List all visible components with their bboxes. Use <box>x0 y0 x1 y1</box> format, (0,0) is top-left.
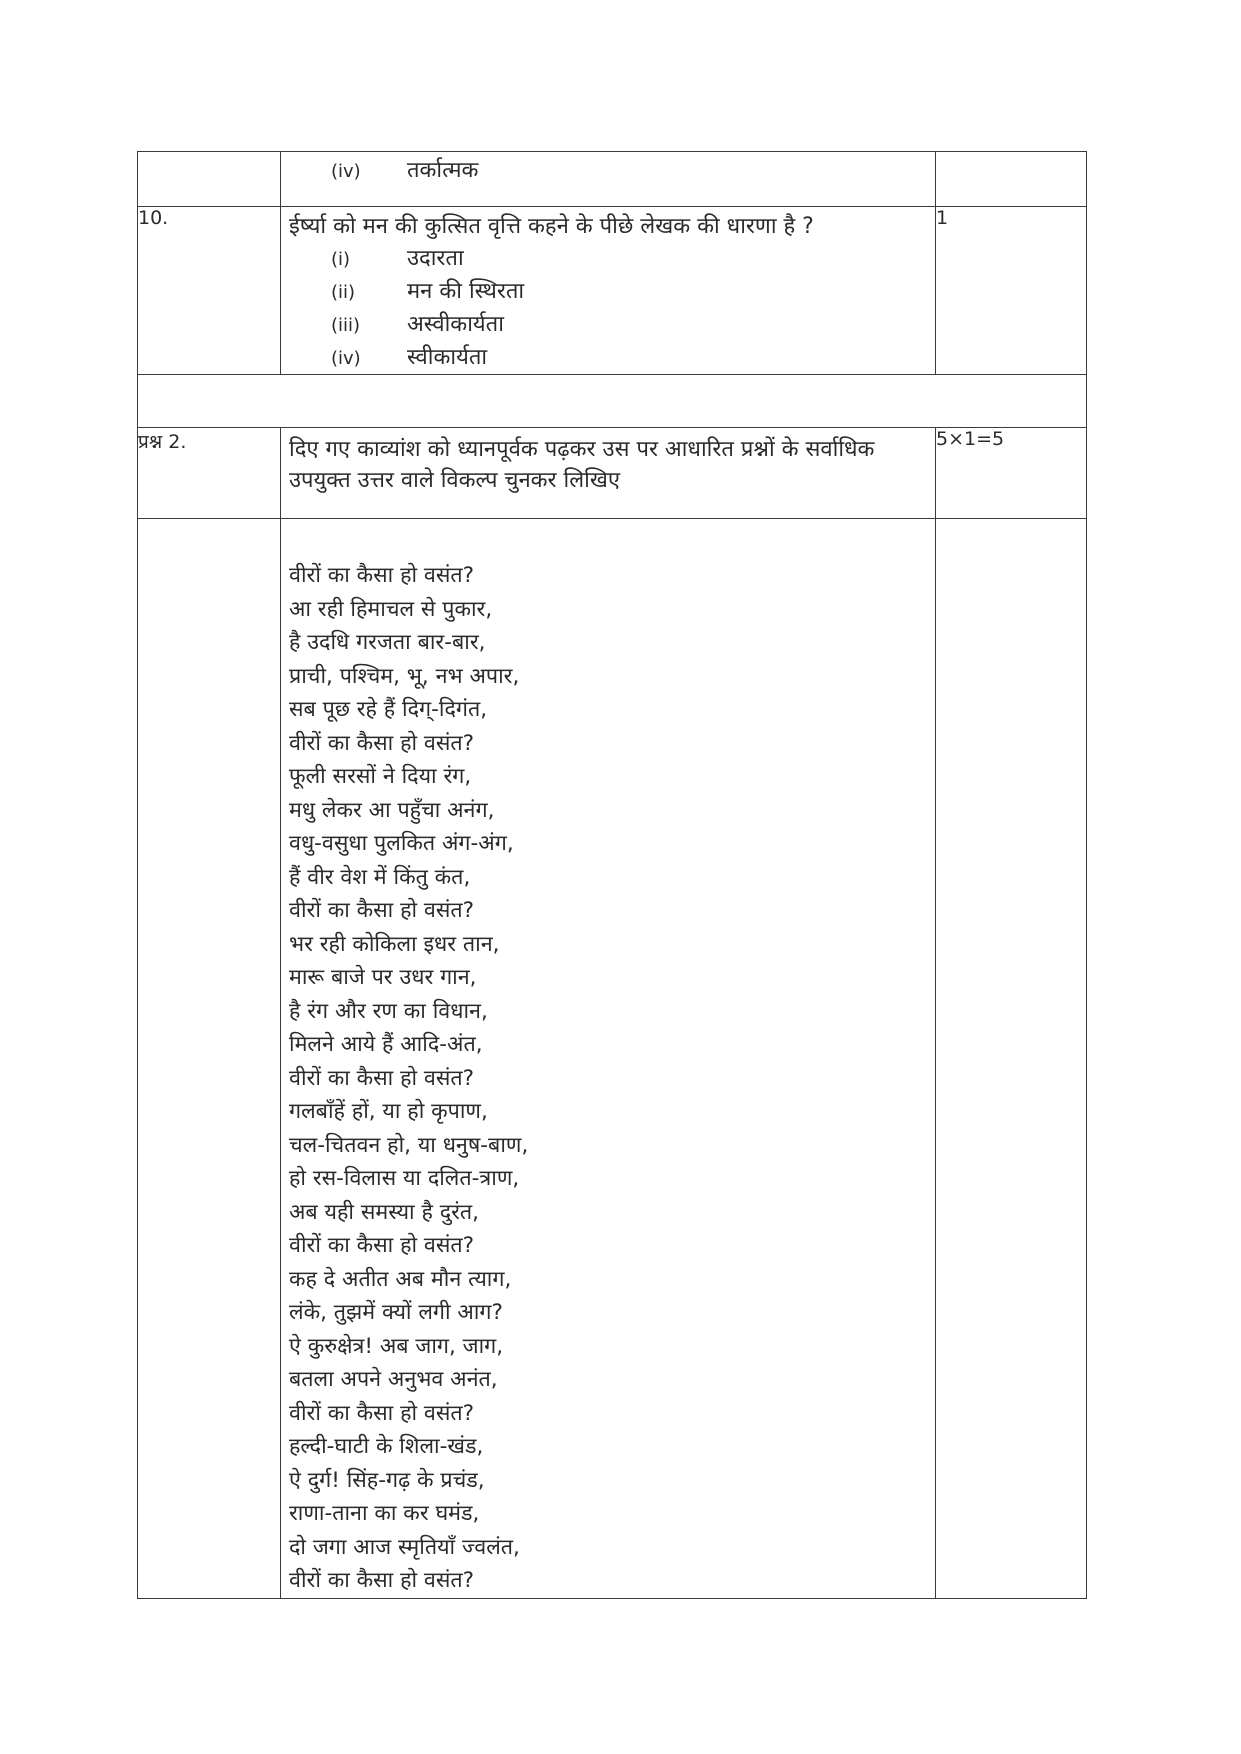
poem-line: प्राची, पश्चिम, भू, नभ अपार, <box>289 663 520 689</box>
option-text: तर्कात्मक <box>407 158 479 183</box>
option-item <box>281 152 935 187</box>
poem-line: मिलने आये हैं आदि-अंत, <box>289 1032 483 1057</box>
poem-line: सब पूछ रहे हैं दिग्-दिगंत, <box>289 697 488 722</box>
poem-line: वधु-वसुधा पुलकित अंग-अंग, <box>289 831 514 856</box>
poem-line: वीरों का कैसा हो वसंत? <box>289 1568 475 1593</box>
poem-line: दो जगा आज स्मृतियाँ ज्वलंत, <box>289 1534 520 1560</box>
poem-line: है रंग और रण का विधान, <box>289 998 488 1024</box>
poem-line: चल-चितवन हो, या धनुष-बाण, <box>289 1132 529 1158</box>
poem-line: वीरों का कैसा हो वसंत? <box>289 1233 475 1258</box>
option-roman: (iv) <box>331 348 361 369</box>
poem <box>281 519 935 1598</box>
poem-line: आ रही हिमाचल से पुकार, <box>289 596 493 622</box>
poem-line: हैं वीर वेश में किंतु कंत, <box>289 864 471 890</box>
question-instruction: दिए गए काव्यांश को ध्यानपूर्वक पढ़कर उस पर आधारित प्रश्नों के सर्वाधिक उपयुक्त उत्तर वाले विकल्प चुनकर लिखिए <box>289 437 875 493</box>
option-roman: (i) <box>331 249 351 270</box>
poem-line: हल्दी-घाटी के शिला-खंड, <box>289 1434 484 1459</box>
option-roman: (iii) <box>331 315 361 336</box>
option-item <box>281 242 935 275</box>
poem-line: राणा-ताना का कर घमंड, <box>289 1501 480 1526</box>
option-item <box>281 275 935 308</box>
option-item <box>281 308 935 341</box>
question-cell <box>281 207 936 375</box>
question-cell <box>281 152 936 207</box>
poem-line: मधु लेकर आ पहुँचा अनंग, <box>289 797 495 823</box>
option-roman: (iv) <box>331 161 361 182</box>
spacer-row <box>138 375 1087 428</box>
poem-line: लंके, तुझमें क्यों लगी आग? <box>289 1300 503 1325</box>
question-table <box>137 151 1087 1599</box>
number-cell <box>138 519 281 1599</box>
options-list <box>281 242 935 374</box>
question-marks: 5×1=5 <box>936 428 1087 519</box>
poem-line: ऐ कुरुक्षेत्र! अब जाग, जाग, <box>289 1333 504 1359</box>
option-text: मन की स्थिरता <box>407 279 525 304</box>
marks-cell <box>936 519 1087 1599</box>
poem-line: भर रही कोकिला इधर तान, <box>289 931 500 957</box>
poem-line: हो रस-विलास या दलित-त्राण, <box>289 1166 520 1191</box>
poem-line: वीरों का कैसा हो वसंत? <box>289 1065 475 1091</box>
poem-line: मारू बाजे पर उधर गान, <box>289 965 477 990</box>
option-roman: (ii) <box>331 282 356 303</box>
option-text: अस्वीकार्यता <box>407 312 504 337</box>
option-text: उदारता <box>407 246 464 271</box>
poem-line: ऐ दुर्ग! सिंह-गढ़ के प्रचंड, <box>289 1467 485 1493</box>
number-cell <box>138 152 281 207</box>
option-text: स्वीकार्यता <box>407 345 488 370</box>
poem-cell <box>281 519 936 1599</box>
table-row <box>138 207 1087 375</box>
poem-line: वीरों का कैसा हो वसंत? <box>289 730 475 756</box>
poem-line: बतला अपने अनुभव अनंत, <box>289 1367 498 1392</box>
table-row <box>138 519 1087 1599</box>
table-row <box>138 428 1087 519</box>
poem-line: फूली सरसों ने दिया रंग, <box>289 764 472 789</box>
poem-line: वीरों का कैसा हो वसंत? <box>289 1400 475 1426</box>
question-number: प्रश्न 2. <box>138 428 281 519</box>
marks-cell <box>936 152 1087 207</box>
question-cell <box>281 428 936 519</box>
question-number: 10. <box>138 207 281 375</box>
question-marks: 1 <box>936 207 1087 375</box>
poem-line: गलबाँहें हों, या हो कृपाण, <box>289 1099 488 1124</box>
question-text: ईर्ष्या को मन की कुत्सित वृत्ति कहने के पीछे लेखक की धारणा है ? <box>289 214 814 239</box>
empty-cell <box>138 375 1087 428</box>
poem-line: कह दे अतीत अब मौन त्याग, <box>289 1266 512 1292</box>
table-row <box>138 152 1087 207</box>
option-item <box>281 341 935 374</box>
poem-line: वीरों का कैसा हो वसंत? <box>289 563 475 588</box>
poem-line: वीरों का कैसा हो वसंत? <box>289 898 475 923</box>
poem-line: है उदधि गरजता बार-बार, <box>289 630 486 655</box>
poem-line: अब यही समस्या है दुरंत, <box>289 1199 480 1225</box>
